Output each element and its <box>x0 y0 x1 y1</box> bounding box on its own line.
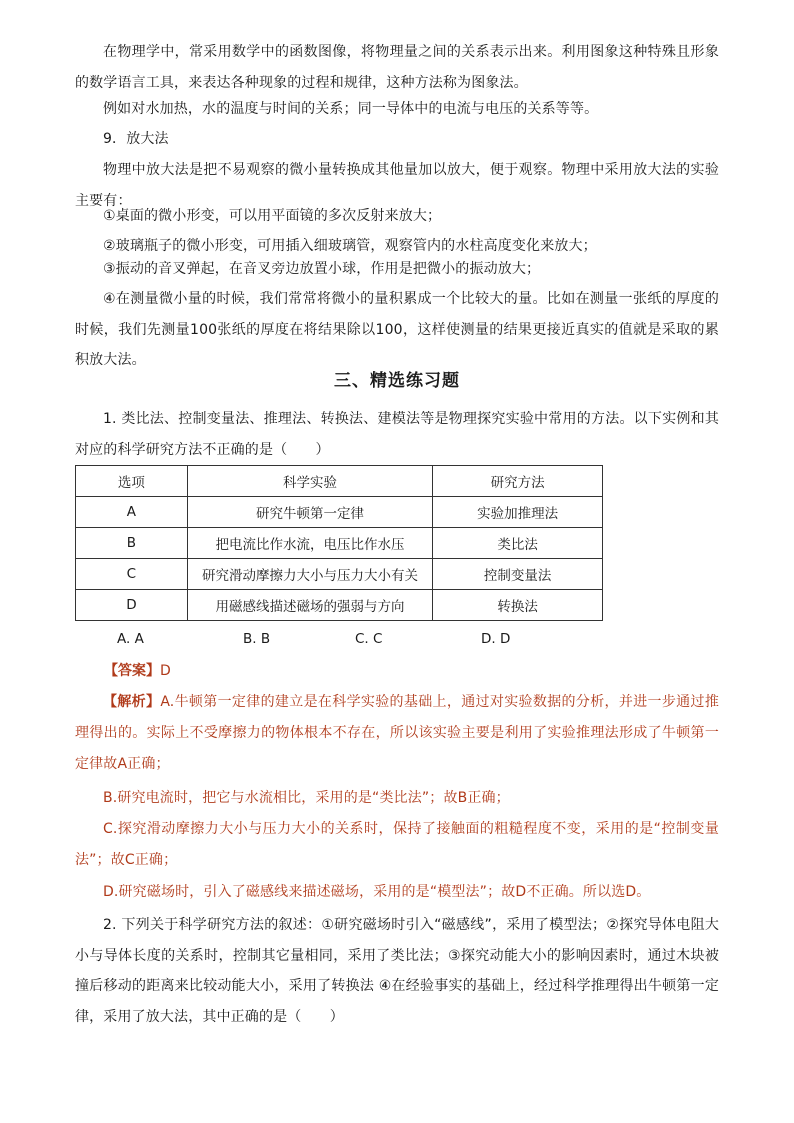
choice-b: B. B <box>243 631 271 647</box>
table-cell: A <box>76 497 188 528</box>
choice-c: C. C <box>355 631 383 647</box>
explanation-a-text: A.牛顿第一定律的建立是在科学实验的基础上，通过对实验数据的分析，并进一步通过推理得出的。实际上不受摩擦力的物体根本不存在，所以该实验主要是利用了实验推理法形成了牛顿第一定律故A正确； <box>75 694 719 772</box>
item-heading-magnification: 9．放大法 <box>103 131 169 147</box>
magnification-list-item-3: ③振动的音叉弹起，在音叉旁边放置小球，作用是把微小的振动放大； <box>103 261 541 277</box>
table-row <box>76 590 603 621</box>
choice-d: D. D <box>481 631 511 647</box>
table-cell: 实验加推理法 <box>433 497 603 528</box>
magnification-description: 物理中放大法是把不易观察的微小量转换成其他量加以放大，便于观察。物理中采用放大法的实验主要有： <box>75 162 719 209</box>
table-row <box>76 528 603 559</box>
choice-a: A. A <box>117 631 144 647</box>
table-cell: D <box>76 590 188 621</box>
explanation-a <box>75 687 719 780</box>
table-cell: 研究滑动摩擦力大小与压力大小有关 <box>187 559 433 590</box>
magnification-list-item-1: ①桌面的微小形变，可以用平面镜的多次反射来放大； <box>103 208 442 224</box>
explanation-d-text: D.研究磁场时，引入了磁感线来描述磁场，采用的是“模型法”；故D不正确。所以选D。 <box>103 884 651 900</box>
table-cell: 用磁感线描述磁场的强弱与方向 <box>187 590 433 621</box>
table-cell: 把电流比作水流，电压比作水压 <box>187 528 433 559</box>
table-header-cell: 科学实验 <box>187 466 433 497</box>
explanation-b-text: B.研究电流时，把它与水流相比，采用的是“类比法”；故B正确； <box>103 790 510 806</box>
table-cell: 研究牛顿第一定律 <box>187 497 433 528</box>
answer-value: D <box>160 663 171 679</box>
table-row <box>76 497 603 528</box>
table-cell: B <box>76 528 188 559</box>
magnification-list-item-4: ④在测量微小量的时候，我们常常将微小的量积累成一个比较大的量。比如在测量一张纸的厚度的时候，我们先测量100张纸的厚度在将结果除以100，这样使测量的结果更接近真实的值就是采取的累积放大法。 <box>75 291 719 368</box>
question-1-answer <box>104 658 171 684</box>
explanation-b <box>75 783 719 814</box>
question-2-stem: 2. 下列关于科学研究方法的叙述：①研究磁场时引入“磁感线”，采用了模型法；②探究导体电阻大小与导体长度的关系时，控制其它量相同，采用了类比法；③探究动能大小的影响因素时，通过木块被撞后移动的距离来比较动能大小，采用了转换法 ④在经验事实的基础上，经过科学推理得出牛顿第一定律，采用了放大法，其中正确的是（ ） <box>75 917 719 1025</box>
question-1-table <box>75 465 603 621</box>
question-1-choices <box>117 626 617 652</box>
explanation-c <box>75 814 719 876</box>
explanation-d <box>75 877 719 908</box>
table-row <box>76 559 603 590</box>
magnification-list-item-2: ②玻璃瓶子的微小形变，可用插入细玻璃管，观察管内的水柱高度变化来放大； <box>103 238 597 254</box>
question-1-stem: 1. 类比法、控制变量法、推理法、转换法、建模法等是物理探究实验中常用的方法。以下实例和其对应的科学研究方法不正确的是（ ） <box>75 411 719 458</box>
answer-label: 【答案】 <box>104 663 160 679</box>
explanation-label: 【解析】 <box>103 694 161 710</box>
table-cell: 类比法 <box>433 528 603 559</box>
table-cell: 控制变量法 <box>433 559 603 590</box>
intro-paragraph-graph-method: 在物理学中，常采用数学中的函数图像，将物理量之间的关系表示出来。利用图象这种特殊且形象的数学语言工具，来表达各种现象的过程和规律，这种方法称为图象法。 <box>75 44 719 91</box>
table-cell: C <box>76 559 188 590</box>
intro-paragraph-examples: 例如对水加热，水的温度与时间的关系；同一导体中的电流与电压的关系等等。 <box>103 101 599 117</box>
explanation-c-text: C.探究滑动摩擦力大小与压力大小的关系时，保持了接触面的粗糙程度不变，采用的是“控制变量法”；故C正确； <box>75 821 719 868</box>
table-header-cell: 选项 <box>76 466 188 497</box>
table-header-cell: 研究方法 <box>433 466 603 497</box>
section-heading: 三、精选练习题 <box>334 371 460 391</box>
table-header-row <box>76 466 603 497</box>
table-cell: 转换法 <box>433 590 603 621</box>
